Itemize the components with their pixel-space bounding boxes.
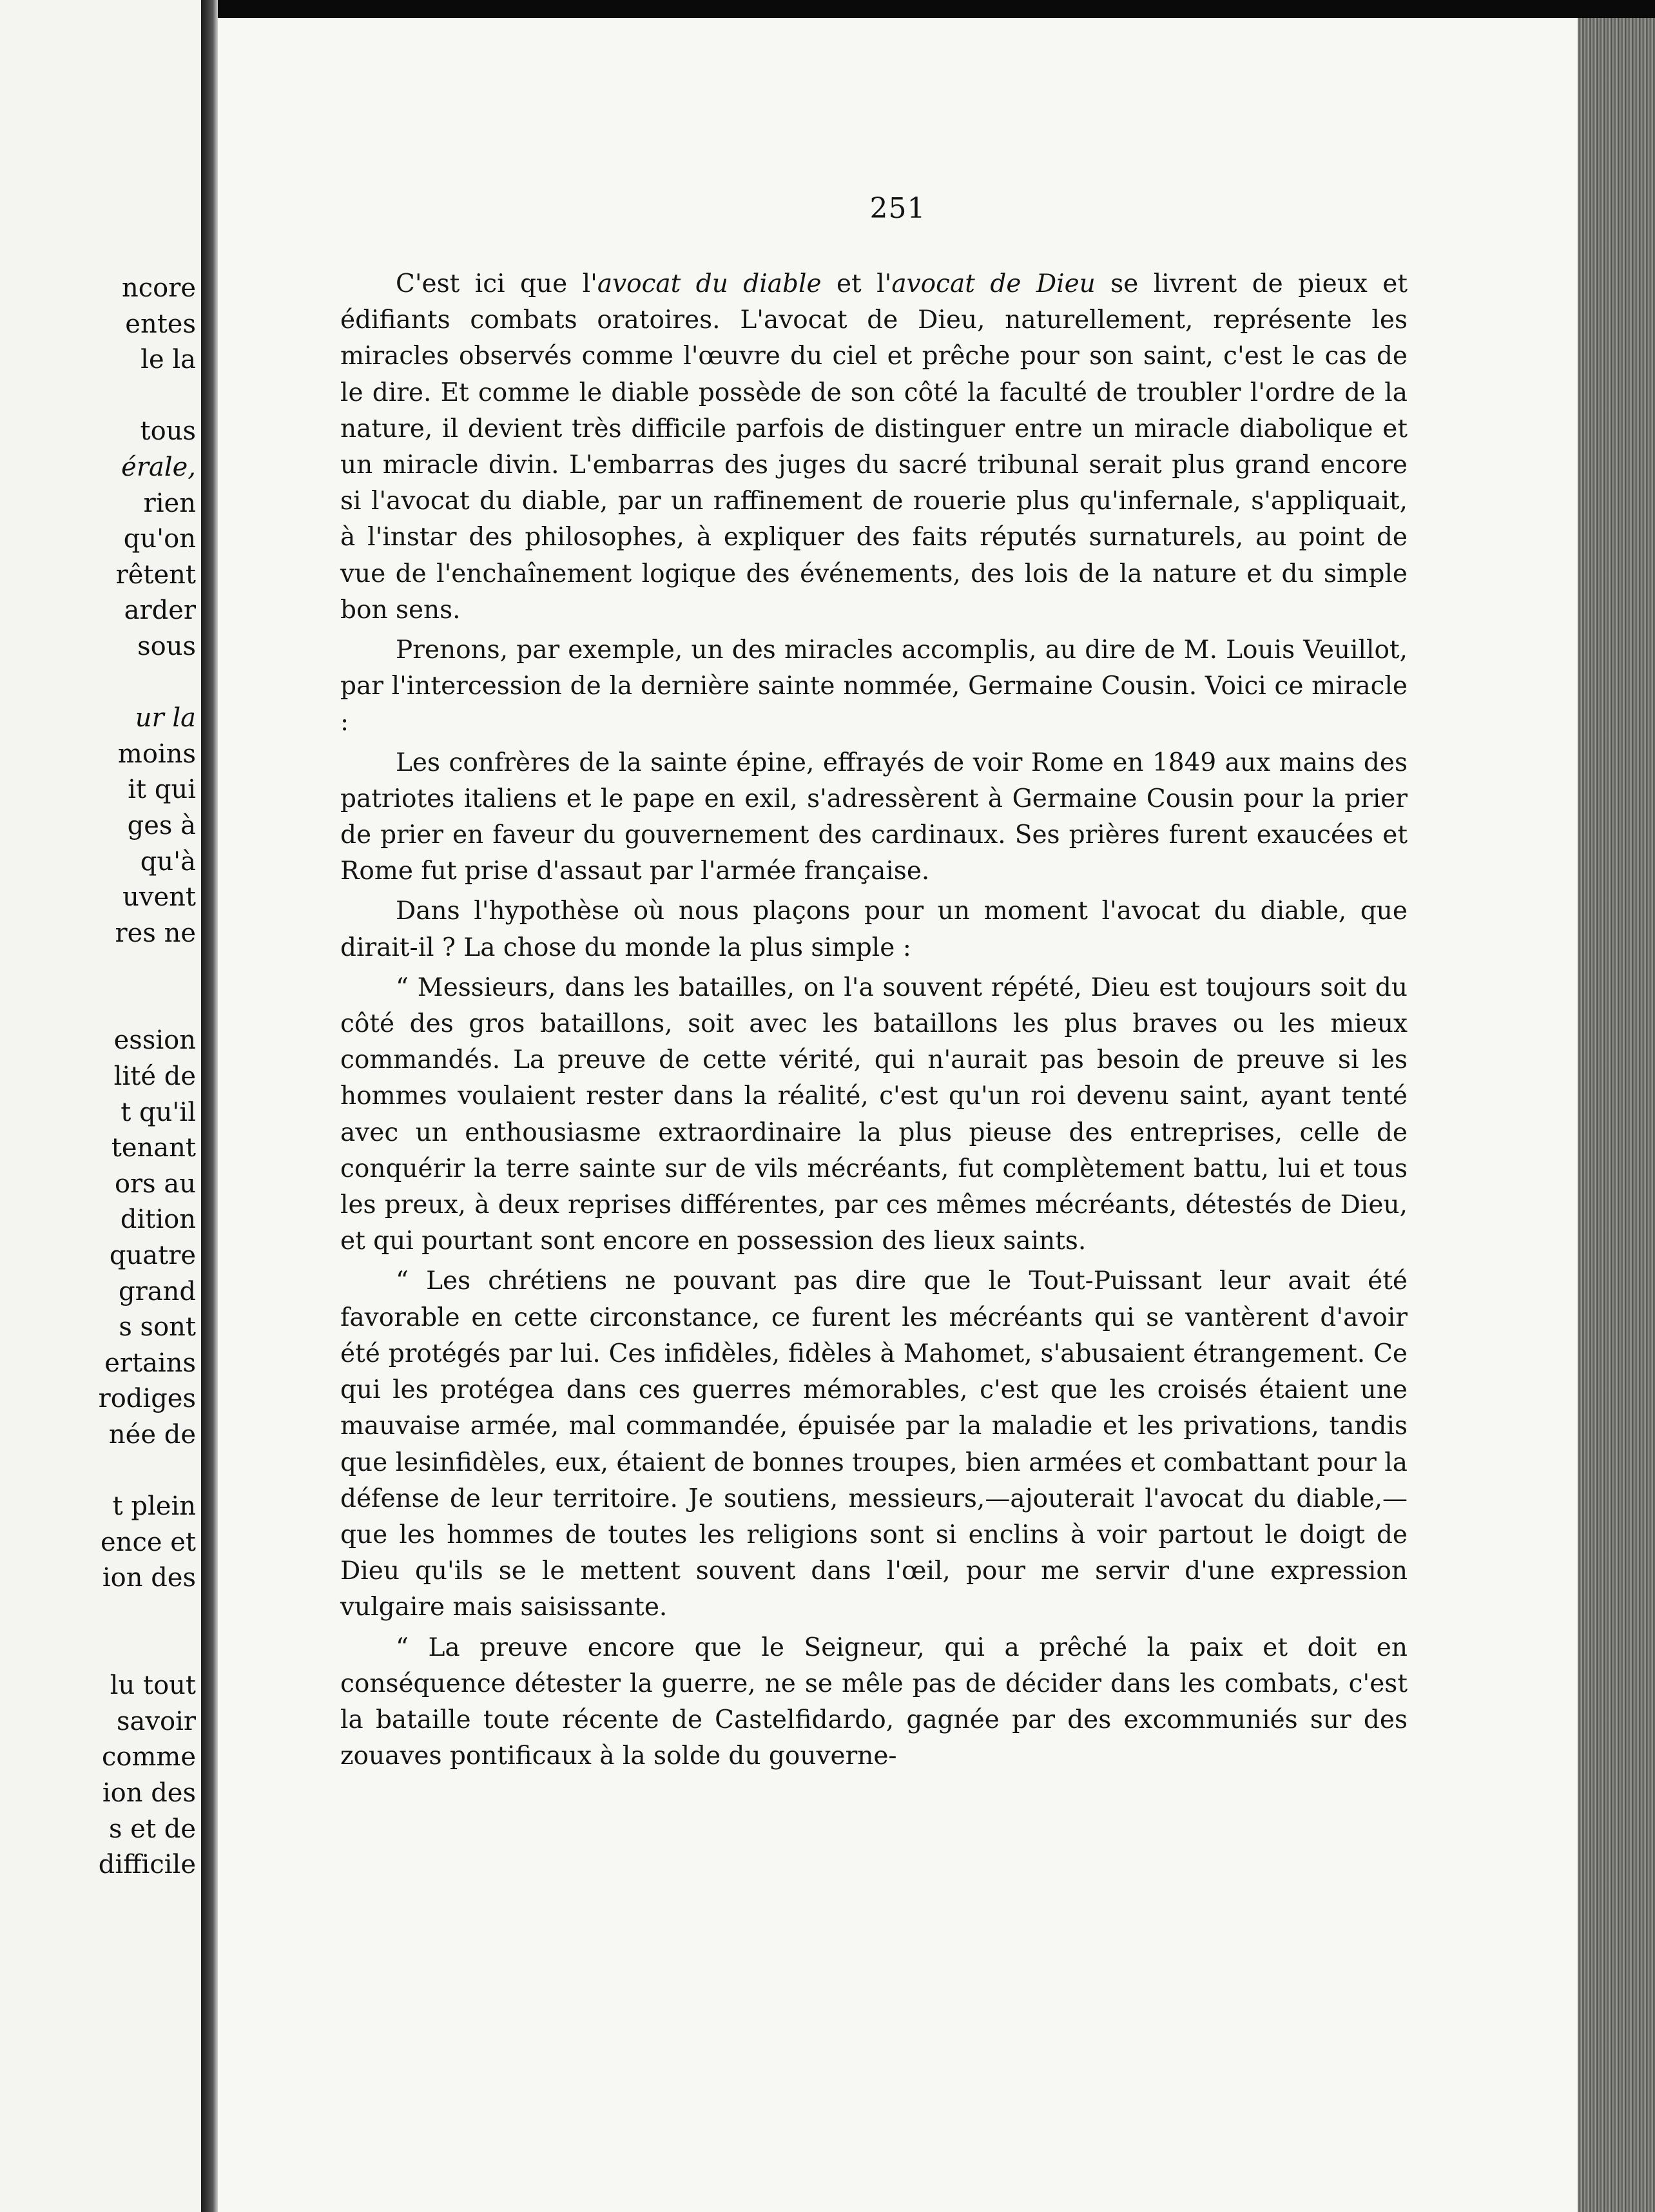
paragraph-1 <box>340 266 1408 628</box>
left-line: ges à <box>127 810 196 840</box>
left-line <box>0 987 196 1024</box>
left-line: rêtent <box>115 559 196 590</box>
left-line-italic: ur la <box>135 703 196 733</box>
paragraph-1-text-a: C'est ici que l' <box>396 269 597 298</box>
left-line: ion des <box>102 1563 196 1593</box>
left-line <box>0 1596 196 1633</box>
left-line <box>0 1453 196 1489</box>
paragraph-4: Dans l'hypothèse où nous plaçons pour un moment l'avocat du diable, que dirait-il ? La chose du monde la plus simple : <box>340 897 1408 962</box>
main-page <box>218 18 1578 2212</box>
left-line: dition <box>120 1205 196 1235</box>
left-line: tenant <box>111 1133 196 1163</box>
left-line: sous <box>137 631 196 661</box>
left-line: ors au <box>114 1169 196 1199</box>
left-line: rodiges <box>98 1384 196 1414</box>
left-line-italic: érale, <box>121 452 196 482</box>
left-line: qu'à <box>140 846 196 877</box>
left-line: uvent <box>122 882 196 913</box>
left-line: savoir <box>117 1706 196 1736</box>
left-line <box>0 701 196 737</box>
book-gutter <box>201 0 218 2212</box>
left-line: moins <box>117 739 196 769</box>
left-line: née de <box>108 1420 196 1450</box>
left-line: it qui <box>128 775 196 805</box>
left-page-text-fragments <box>0 271 196 1883</box>
left-line: ertains <box>104 1348 196 1378</box>
paragraph-6: “ Les chrétiens ne pouvant pas dire que le Tout-Puissant leur avait été favorable en cette circonstance, ce furent les mécréants qui se vantèrent d'avoir été protégés par lui. Ces infidèles, fidèles à Mahomet, s'abusaient étrangement. Ce qui les protégea dans ces guerres mémorables, c'est que les croisés étaient une mauvaise armée, mal commandée, épuisée par la maladie et les privations, tandis que lesinfidèles, eux, étaient de bonnes troupes, bien armées et combattant pour la défense de leur territoire. Je soutiens, messieurs,—ajouterait l'avocat du diable,—que les hommes de toutes les religions sont si enclins à voir partout le doigt de Dieu qu'ils se le mettent souvent dans l'œil, pour me servir d'une expression vulgaire mais saisissante. <box>340 1266 1408 1622</box>
left-line: lu tout <box>110 1671 196 1701</box>
left-line: res ne <box>115 918 196 948</box>
paragraph-7: “ La preuve encore que le Seigneur, qui a prêché la paix et doit en conséquence détester la guerre, ne se mêle pas de décider dans les combats, c'est la bataille toute récente de Castelfidardo, gagnée par des excommuniés sur des zouaves pontificaux à la solde du gouverne- <box>340 1633 1408 1771</box>
left-line: lité de <box>113 1062 196 1092</box>
left-line: ession <box>113 1025 196 1056</box>
left-line: entes <box>125 309 196 339</box>
left-line: rien <box>143 488 196 518</box>
left-line: quatre <box>109 1241 196 1271</box>
left-line: ion des <box>102 1778 196 1808</box>
page-body <box>340 266 1408 1774</box>
left-line: le la <box>140 345 196 375</box>
scan-top-border <box>201 0 1655 18</box>
left-line: qu'on <box>123 524 196 554</box>
left-line: ence et <box>101 1527 196 1557</box>
left-line <box>0 378 196 414</box>
paragraph-3: Les confrères de la sainte épine, effrayés de voir Rome en 1849 aux mains des patriotes italiens et le pape en exil, s'adressèrent à Germaine Cousin pour la prier de prier en faveur du gouvernement des cardinaux. Ses prières furent exaucées et Rome fut prise d'assaut par l'armée française. <box>340 748 1408 886</box>
left-line: difficile <box>98 1850 196 1880</box>
left-line: s et de <box>109 1814 196 1844</box>
left-line: t qu'il <box>121 1097 196 1127</box>
left-facing-page <box>0 0 205 2212</box>
left-line: comme <box>101 1742 196 1772</box>
paragraph-5: “ Messieurs, dans les batailles, on l'a souvent répété, Dieu est toujours soit du côté des gros bataillons, soit avec les bataillons les plus braves ou les mieux commandés. La preuve de cette vérité, qui n'aurait pas besoin de preuve si les hommes voulaient rester dans la réalité, c'est qu'un roi devenu saint, ayant tenté avec un enthousiasme extraordinaire la plus pieuse des entreprises, celle de conquérir la terre sainte sur de vils mécréants, fut complètement battu, lui et tous les preux, à deux reprises différentes, par ces mêmes mécréants, détestés de Dieu, et qui pourtant sont encore en possession des lieux saints. <box>340 973 1408 1256</box>
paragraph-1-text-c: se livrent de pieux et édifiants combats oratoires. L'avocat de Dieu, naturellement, représente les miracles observés comme l'œuvre du ciel et prêche pour son saint, c'est le cas de le dire. Et comme le diable possède de son côté la faculté de troubler l'ordre de la nature, il devient très difficile parfois de distinguer entre un miracle diabolique et un miracle divin. L'embarras des juges du sacré tribunal serait plus grand encore si l'avocat du diable, par un raffinement de rouerie plus qu'infernale, s'appliquait, à l'instar des philosophes, à expliquer des faits réputés surnaturels, au point de vue de l'enchaînement logique des événements, des lois de la nature et du simple bon sens. <box>340 269 1408 625</box>
left-line <box>0 450 196 486</box>
book-page-edges <box>1578 18 1655 2212</box>
left-line: arder <box>124 596 196 626</box>
left-line: s sont <box>119 1312 196 1343</box>
paragraph-2: Prenons, par exemple, un des miracles accomplis, au dire de M. Louis Veuillot, par l'intercession de la dernière sainte nommée, Germaine Cousin. Voici ce miracle : <box>340 635 1408 737</box>
left-line: grand <box>119 1276 196 1306</box>
page-number: 251 <box>869 192 926 225</box>
left-line: t plein <box>112 1491 196 1522</box>
left-line <box>0 951 196 987</box>
paragraph-1-italic-b: avocat de Dieu <box>891 269 1096 298</box>
left-line: tous <box>140 416 196 447</box>
paragraph-1-italic-a: avocat du diable <box>597 269 822 298</box>
paragraph-1-text-b: et l' <box>821 269 892 298</box>
left-line <box>0 1633 196 1669</box>
left-line <box>0 665 196 701</box>
left-line: ncore <box>121 273 196 303</box>
